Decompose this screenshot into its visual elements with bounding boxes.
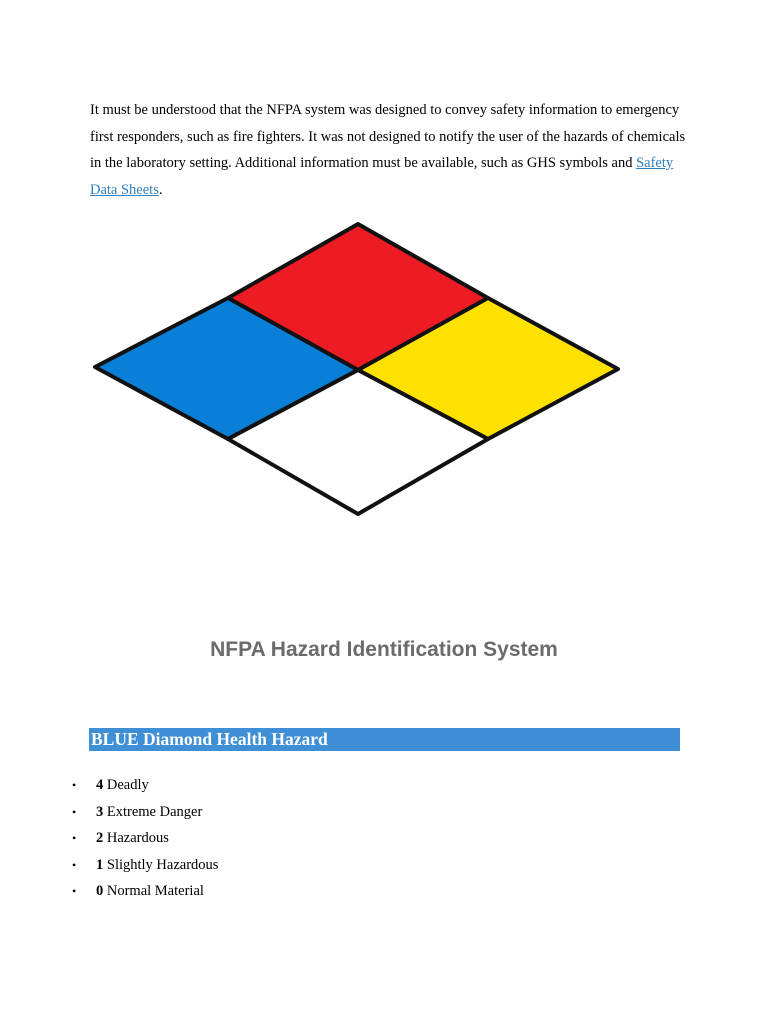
intro-text-end: .: [158, 181, 163, 198]
level-number: 4: [96, 777, 104, 793]
bullet-icon: •: [72, 857, 77, 872]
bullet-icon: •: [72, 831, 77, 845]
bullet-icon: •: [72, 778, 77, 792]
bullet-icon: •: [72, 804, 77, 819]
list-item: [72, 799, 218, 826]
intro-paragraph: [90, 97, 690, 203]
level-label: Normal Material: [106, 883, 204, 899]
page-title: NFPA Hazard Identification System: [210, 638, 558, 661]
level-label: Hazardous: [106, 830, 169, 846]
list-item: [72, 878, 218, 905]
list-item: [72, 772, 218, 799]
level-number: 2: [96, 830, 104, 846]
intro-text: It must be understood that the NFPA system was designed to convey safety information to emergency first responders, such as fire fighters. It was not designed to notify the user of the hazards of chemicals in the laboratory setting. Additional information must be available, such as GHS symbols and: [90, 102, 686, 171]
blue-diamond-section-header: [89, 728, 680, 751]
level-label: Deadly: [106, 777, 149, 793]
nfpa-diamond: [88, 218, 628, 520]
level-label: Slightly Hazardous: [106, 856, 219, 873]
section-title: BLUE Diamond Health Hazard: [91, 729, 328, 749]
safety-data-sheets-link[interactable]: Safety Data Sheets: [90, 155, 674, 198]
level-number: 1: [96, 856, 104, 873]
level-number: 0: [96, 883, 104, 899]
level-number: 3: [96, 803, 104, 820]
level-label: Extreme Danger: [106, 803, 203, 820]
health-hazard-levels: [72, 772, 218, 905]
bullet-icon: •: [72, 884, 77, 898]
list-item: [72, 825, 218, 852]
list-item: [72, 852, 218, 879]
